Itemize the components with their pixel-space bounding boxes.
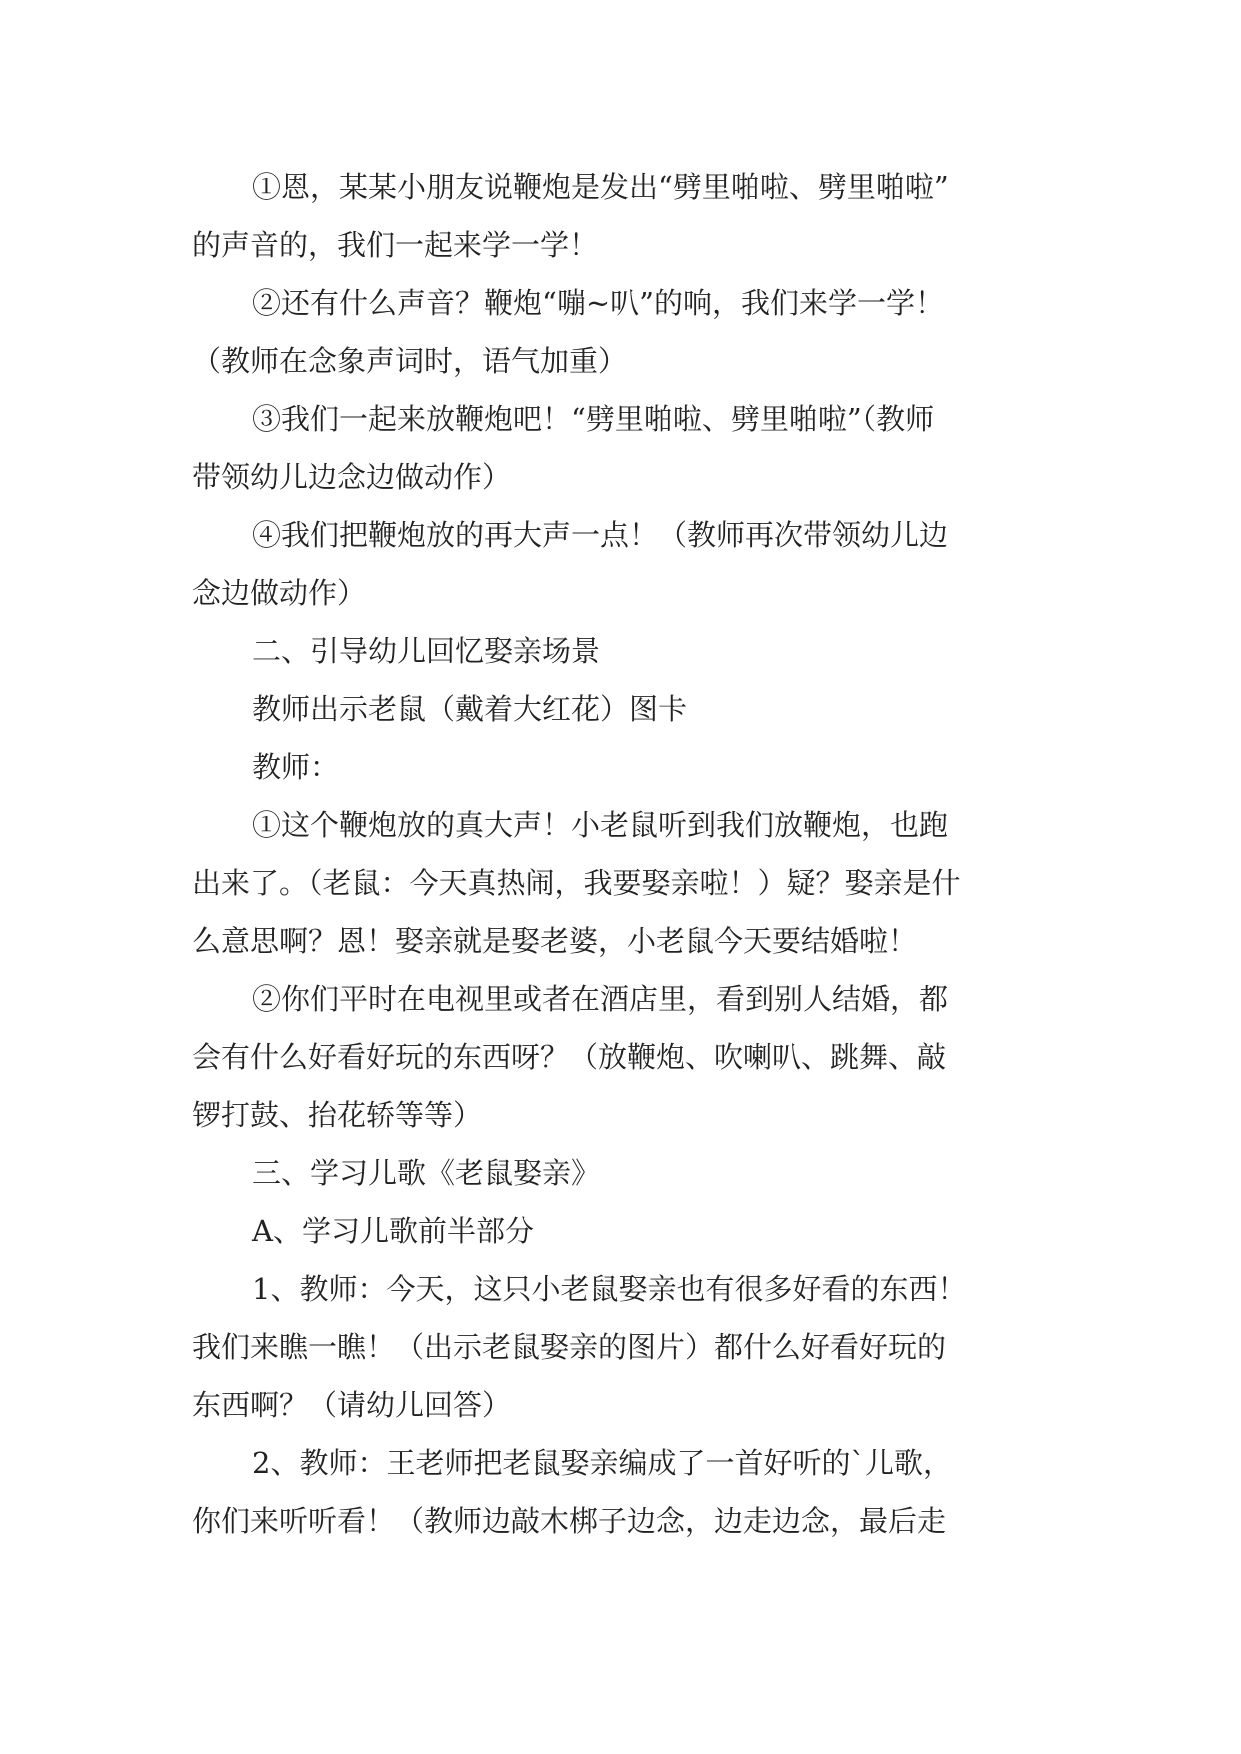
- text-line: 2、教师：王老师把老鼠娶亲编成了一首好听的`儿歌，: [252, 1446, 952, 1480]
- text-line: ②还有什么声音？鞭炮“嘣~叭”的响，我们来学一学！: [252, 286, 944, 320]
- text-line: ②你们平时在电视里或者在酒店里，看到别人结婚，都: [252, 982, 949, 1016]
- document-body: [192, 158, 1062, 1550]
- text-line: 教师：: [252, 750, 340, 784]
- text-line: （教师在念象声词时，语气加重）: [192, 344, 628, 378]
- text-line: 会有什么好看好玩的东西呀？（放鞭炮、吹喇叭、跳舞、敲: [192, 1040, 947, 1074]
- text-line: 1、教师：今天，这只小老鼠娶亲也有很多好看的东西！: [252, 1272, 967, 1306]
- text-line: 三、学习儿歌《老鼠娶亲》: [252, 1156, 601, 1190]
- text-line: 念边做动作）: [192, 576, 367, 610]
- text-line: A、学习儿歌前半部分: [252, 1214, 534, 1248]
- text-line: ④我们把鞭炮放的再大声一点！（教师再次带领幼儿边: [252, 518, 949, 552]
- text-line: ①这个鞭炮放的真大声！小老鼠听到我们放鞭炮，也跑: [252, 808, 949, 842]
- text-line: 么意思啊？恩！娶亲就是娶老婆，小老鼠今天要结婚啦！: [192, 924, 918, 958]
- text-line: 出来了。（老鼠：今天真热闹，我要娶亲啦！）疑？娶亲是什: [192, 866, 961, 900]
- text-line: 带领幼儿边念边做动作）: [192, 460, 512, 494]
- text-line: ①恩，某某小朋友说鞭炮是发出“劈里啪啦、劈里啪啦”: [252, 170, 949, 204]
- text-line: 我们来瞧一瞧！（出示老鼠娶亲的图片）都什么好看好玩的: [192, 1330, 947, 1364]
- text-line: ③我们一起来放鞭炮吧！“劈里啪啦、劈里啪啦”（教师: [252, 402, 935, 436]
- text-line: 的声音的，我们一起来学一学！: [192, 228, 599, 262]
- text-line: 教师出示老鼠（戴着大红花）图卡: [252, 692, 688, 726]
- text-line: 锣打鼓、抬花轿等等）: [192, 1098, 483, 1132]
- text-line: 东西啊？（请幼儿回答）: [192, 1388, 512, 1422]
- text-line: 二、引导幼儿回忆娶亲场景: [252, 634, 601, 668]
- text-line: 你们来听听看！（教师边敲木梆子边念，边走边念，最后走: [192, 1504, 947, 1538]
